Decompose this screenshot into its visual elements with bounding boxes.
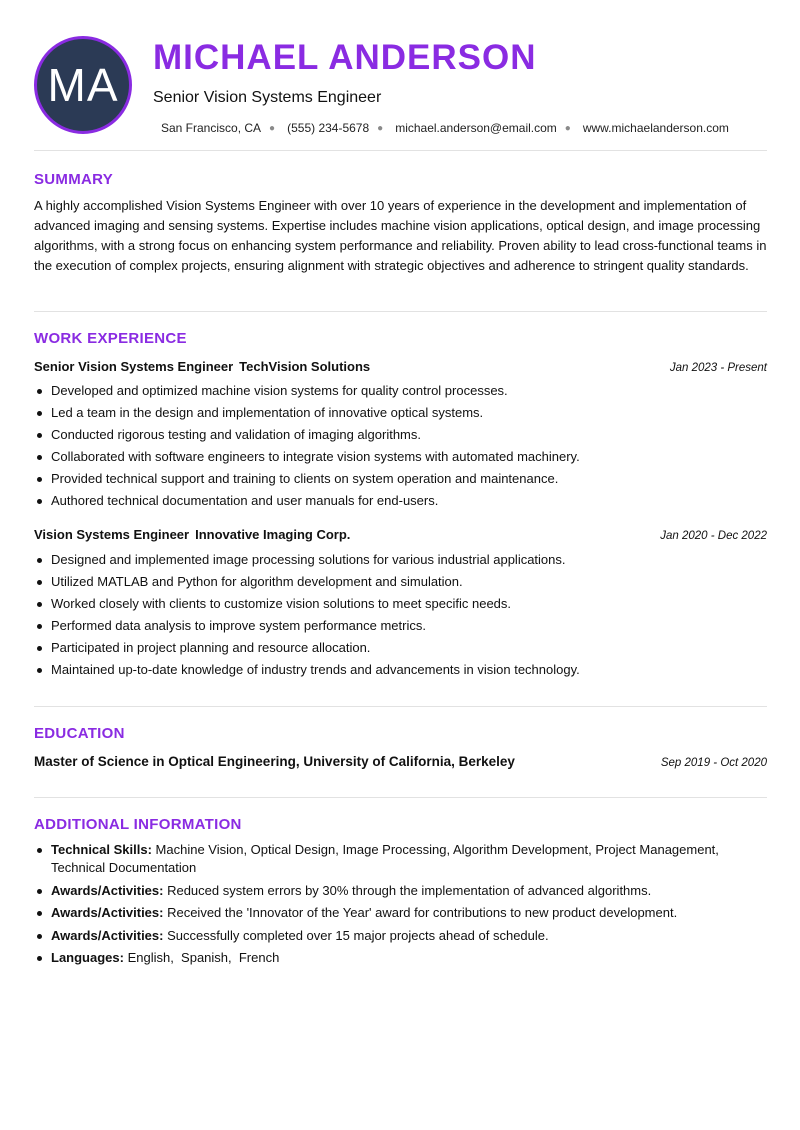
list-item: Utilized MATLAB and Python for algorithm development and simulation. [34, 571, 767, 593]
avatar-initials: MA [47, 59, 119, 111]
contact-bar [161, 121, 729, 135]
divider [34, 150, 767, 151]
education-dates: Sep 2019 - Oct 2020 [660, 757, 767, 769]
avatar [34, 36, 132, 134]
list-item [34, 949, 734, 967]
contact-location: San Francisco, CA [161, 121, 262, 135]
job-title-line [34, 359, 370, 374]
item-label: Awards/Activities: [51, 927, 164, 943]
item-text: English, Spanish, French [123, 950, 280, 965]
list-item: Maintained up-to-date knowledge of industry trends and advancements in vision technology. [34, 659, 767, 681]
list-item: Authored technical documentation and user manuals for end-users. [34, 490, 767, 512]
job-dates: Jan 2023 - Present [669, 362, 767, 374]
list-item [34, 841, 734, 877]
list-item: Provided technical support and training to clients on system operation and maintenance. [34, 468, 767, 490]
job-bullets [34, 380, 767, 512]
additional-info-list [34, 841, 734, 972]
list-item: Conducted rigorous testing and validation of imaging algorithms. [34, 424, 767, 446]
job-header [34, 359, 767, 374]
candidate-name: MICHAEL ANDERSON [153, 38, 537, 77]
summary-heading: SUMMARY [34, 171, 114, 188]
divider [34, 706, 767, 707]
divider [34, 797, 767, 798]
job-header [34, 527, 767, 542]
list-item [34, 927, 734, 945]
job-company: Innovative Imaging Corp. [195, 527, 351, 542]
item-label: Technical Skills: [51, 842, 152, 857]
list-item: Collaborated with software engineers to integrate vision systems with automated machinery. [34, 446, 767, 468]
job-bullets [34, 549, 767, 681]
list-item: Designed and implemented image processing solutions for various industrial applications. [34, 549, 767, 571]
item-text: Machine Vision, Optical Design, Image Processing, Algorithm Development, Project Management, Technical Documentation [51, 842, 719, 875]
divider [34, 311, 767, 312]
list-item [34, 904, 734, 922]
job-title: Senior Vision Systems Engineer [34, 359, 234, 374]
item-label: Awards/Activities: [51, 882, 164, 898]
education-heading: EDUCATION [34, 725, 125, 742]
job-title-line [34, 527, 350, 542]
item-text: Reduced system errors by 30% through the implementation of advanced algorithms. [163, 882, 652, 898]
list-item: Participated in project planning and resource allocation. [34, 637, 767, 659]
separator-dot: ● [269, 122, 276, 134]
additional-info-heading: ADDITIONAL INFORMATION [34, 816, 242, 833]
education-entry [34, 754, 767, 769]
job-company: TechVision Solutions [239, 359, 371, 374]
item-label: Awards/Activities: [51, 905, 164, 920]
contact-phone: (555) 234-5678 [287, 121, 370, 135]
list-item: Developed and optimized machine vision systems for quality control processes. [34, 380, 767, 402]
education-degree: Master of Science in Optical Engineering, University of California, Berkeley [34, 754, 515, 769]
list-item: Led a team in the design and implementation of innovative optical systems. [34, 402, 767, 424]
list-item: Performed data analysis to improve system performance metrics. [34, 615, 767, 637]
job-dates: Jan 2020 - Dec 2022 [660, 530, 767, 542]
list-item [34, 882, 734, 900]
contact-email[interactable]: michael.anderson@email.com [395, 121, 557, 135]
list-item: Worked closely with clients to customize vision solutions to meet specific needs. [34, 593, 767, 615]
separator-dot: ● [377, 122, 384, 134]
contact-website[interactable]: www.michaelanderson.com [582, 121, 729, 135]
item-text: Received the 'Innovator of the Year' award for contributions to new product development. [163, 905, 678, 920]
job-title: Vision Systems Engineer [34, 527, 190, 542]
item-label: Languages: [51, 950, 124, 965]
candidate-title: Senior Vision Systems Engineer [153, 89, 382, 106]
separator-dot: ● [564, 122, 571, 134]
work-experience-heading: WORK EXPERIENCE [34, 330, 187, 347]
summary-text: A highly accomplished Vision Systems Engineer with over 10 years of experience in the development and implementation of advanced imaging and sensing systems. Expertise includes machine vision applications, optical design, and image processing algorithms, with a strong focus on enhancing system performance and reliability. Proven ability to lead cross-functional teams in the execution of complex projects, ensuring alignment with strategic objectives and adherence to stringent quality standards. [34, 198, 767, 273]
item-text: Successfully completed over 15 major projects ahead of schedule. [163, 927, 549, 943]
